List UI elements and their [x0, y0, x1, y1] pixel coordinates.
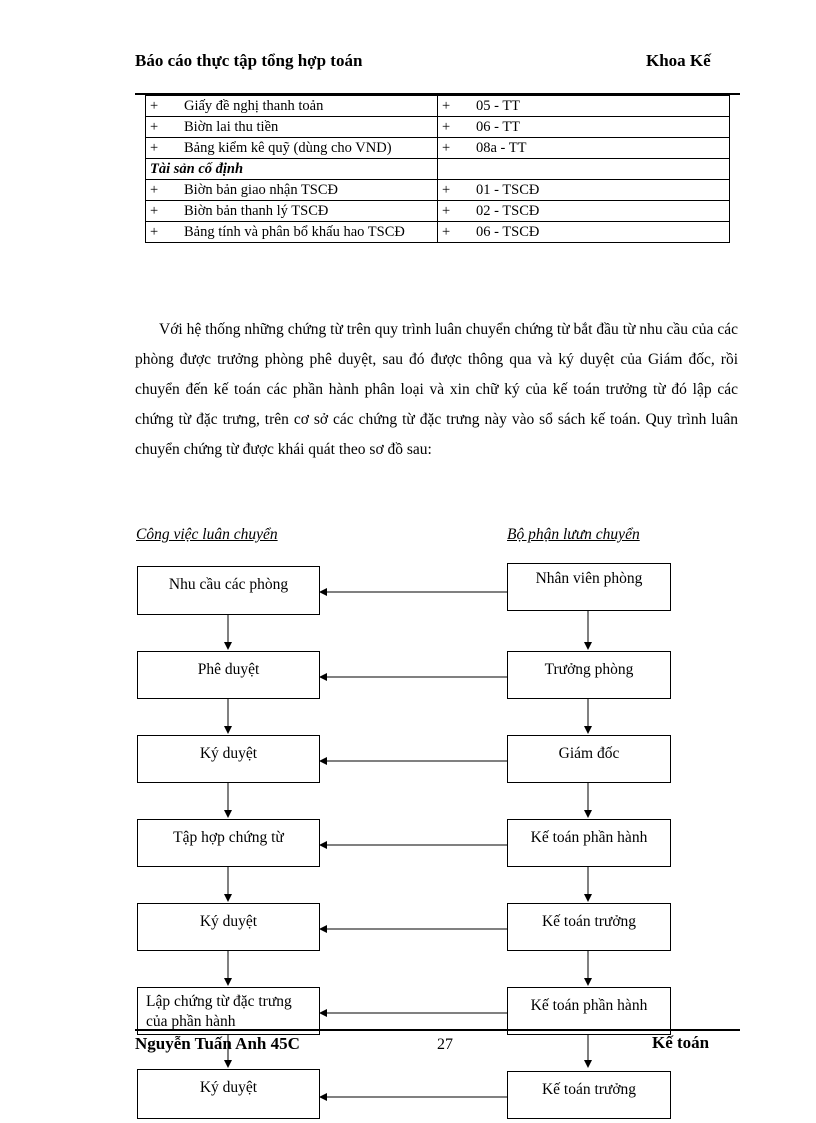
- footer-divider: [135, 1029, 740, 1031]
- form-name: Biờn bản giao nhận TSCĐ: [184, 182, 339, 198]
- table-row: + Biờn bản thanh lý TSCĐ + 02 - TSCĐ: [146, 201, 730, 222]
- flow-step-right: Trưởng phòng: [507, 651, 671, 699]
- flow-step-left: Lập chứng từ đặc trưng của phần hành: [137, 987, 320, 1035]
- form-name: Biờn bản thanh lý TSCĐ: [184, 203, 329, 219]
- table-row: + Giấy đề nghị thanh toản + 05 - TT: [146, 96, 730, 117]
- flow-step-right: Kế toán phần hành: [507, 987, 671, 1035]
- form-name: Giấy đề nghị thanh toản: [184, 98, 324, 114]
- form-name: Biờn lai thu tiền: [184, 119, 279, 135]
- table-row: + Biờn bản giao nhận TSCĐ + 01 - TSCĐ: [146, 180, 730, 201]
- table-row: + Bảng kiểm kê quỹ (dùng cho VND) + 08a - TT: [146, 138, 730, 159]
- table-row: + Bảng tính và phân bổ khấu hao TSCĐ + 06 - TSCĐ: [146, 222, 730, 243]
- right-column-heading: Bộ phận lưưn chuyển: [507, 526, 640, 543]
- flow-step-right: Nhân viên phòng: [507, 563, 671, 611]
- flow-step-right: Giám đốc: [507, 735, 671, 783]
- flow-step-right: Kế toán trưởng: [507, 1071, 671, 1119]
- form-code: 08a - TT: [476, 140, 527, 156]
- table-row: + Biờn lai thu tiền + 06 - TT: [146, 117, 730, 138]
- flow-step-right: Kế toán phần hành: [507, 819, 671, 867]
- page-number: 27: [437, 1036, 453, 1053]
- section-heading: Tài sản cố định: [146, 159, 438, 180]
- header-left-title: Báo cáo thực tập tổng hợp toán: [135, 51, 363, 70]
- footer-author: Nguyễn Tuấn Anh 45C: [135, 1034, 300, 1053]
- form-name: Bảng tính và phân bổ khấu hao TSCĐ: [184, 224, 405, 240]
- form-code: 05 - TT: [476, 98, 521, 114]
- flow-step-left: Nhu cầu các phòng: [137, 566, 320, 615]
- footer-right-text: Kế toán: [652, 1033, 710, 1052]
- form-name: Bảng kiểm kê quỹ (dùng cho VND): [184, 140, 392, 156]
- flow-step-left: Tập hợp chứng từ: [137, 819, 320, 867]
- flow-step-left: Ký duyệt: [137, 903, 320, 951]
- flow-step-left: Ký duyệt: [137, 735, 320, 783]
- form-code: 02 - TSCĐ: [476, 203, 540, 219]
- body-paragraph: Với hệ thống những chứng từ trên quy trình luân chuyển chứng từ bắt đầu từ nhu cầu của các phòng được trưởng phòng phê duyệt, sau đó được thông qua và ký duyệt của Giám đốc, rồi chuyển đến kế toán các phần hành phân loại và xin chữ ký của kế toán trưởng từ đó lập các chứng từ đặc trưng, trên cơ sở các chứng từ đặc trưng này vào sổ sách kế toán. Quy trình luân chuyển chứng từ được khái quát theo sơ đồ sau:: [135, 321, 738, 458]
- form-code: 06 - TSCĐ: [476, 224, 540, 240]
- header-right-title: Khoa Kế: [646, 51, 711, 70]
- flow-step-left: Ký duyệt: [137, 1069, 320, 1119]
- form-code: 06 - TT: [476, 119, 521, 135]
- flow-step-left: Phê duyệt: [137, 651, 320, 699]
- left-column-heading: Công việc luân chuyển: [136, 526, 278, 543]
- flow-step-right: Kế toán trưởng: [507, 903, 671, 951]
- form-code: 01 - TSCĐ: [476, 182, 540, 198]
